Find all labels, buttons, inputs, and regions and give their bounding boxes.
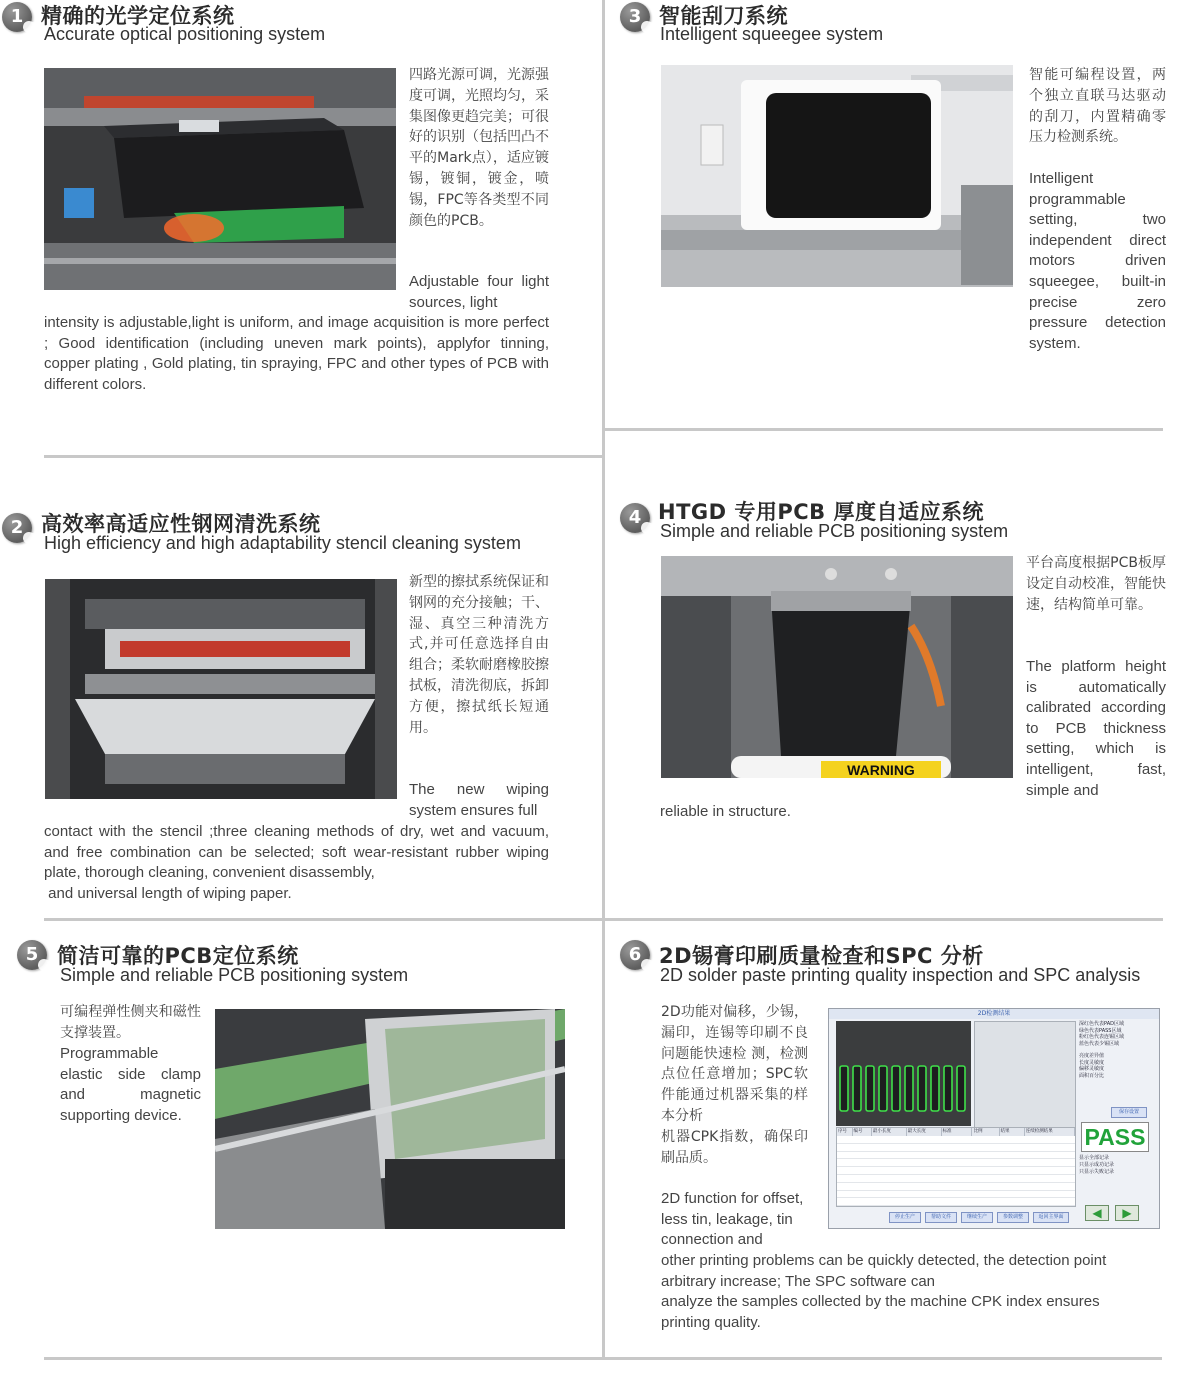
spc-chart-area <box>974 1021 1076 1128</box>
bottom-button-bar <box>889 1212 1069 1223</box>
section-title-cn: HTGD 专用PCB 厚度自适应系统 <box>658 500 984 524</box>
results-table-body <box>837 1136 1075 1207</box>
legend-panel <box>1079 1021 1157 1116</box>
section-title-en: Simple and reliable PCB positioning system <box>60 965 409 985</box>
section-text-cn: 平台高度根据PCB板厚设定自动校准，智能快速，结构简单可靠。 <box>1026 555 1166 613</box>
section-title-cn: 简洁可靠的PCB定位系统 <box>57 944 299 968</box>
pcb-platform-photo-drawing <box>661 556 1013 778</box>
section-text-en: intensity is adjustable,light is uniform, and image acquisition is more perfect ; Good identification (including uneven mark points), applyfor tinning, copper plating , Gold plating, tin spraying, FPC and other types of PCB with different colors. <box>44 314 549 393</box>
option-radio[interactable]: 显示全部记录 <box>1079 1155 1110 1161</box>
section-text-en-last: analyze the samples collected by the machine CPK index ensures printing quality. <box>661 1293 1100 1331</box>
table-header-cell: 编号 <box>853 1128 872 1136</box>
solder-pads-drawing <box>836 1021 971 1126</box>
display-options <box>1079 1155 1157 1176</box>
section-text-en-last: and universal length of wiping paper. <box>44 885 292 902</box>
legend-item: 绿色代表PASS区域 <box>1079 1027 1122 1034</box>
squeegee-photo-drawing <box>661 65 1013 287</box>
return-main-button[interactable]: 返回主界面 <box>1033 1212 1069 1223</box>
adjust-params-button[interactable]: 参数调整 <box>997 1212 1029 1223</box>
table-row <box>837 1159 1075 1167</box>
divider-bottom <box>44 1357 1162 1360</box>
inspection-image <box>836 1021 971 1126</box>
section-title-cn: 精确的光学定位系统 <box>41 4 235 28</box>
section-text-en: other printing problems can be quickly detected, the detection point arbitrary increase; The SPC software can <box>661 1252 1107 1290</box>
section-text-cn: 智能可编程设置，两个独立直联马达驱动的刮刀，内置精确零压力检测系统。 <box>1029 67 1166 146</box>
table-row <box>837 1175 1075 1183</box>
section-text-en-last: reliable in structure. <box>660 803 791 820</box>
table-header-cell: 序号 <box>837 1128 853 1136</box>
legend-item: 蓝色代表少锡区域 <box>1079 1040 1120 1047</box>
screen-header: 2D检测结果 <box>829 1009 1159 1019</box>
pcb-clamp-photo-drawing <box>215 1009 565 1229</box>
solder-pad <box>931 1066 939 1111</box>
table-row <box>837 1198 1075 1206</box>
center-divider <box>602 0 605 1360</box>
table-row <box>837 1167 1075 1175</box>
section-text-en: contact with the stencil ;three cleaning methods of dry, wet and vacuum, and free combination can be selected; soft wear-resistant rubber wiping plate, thorough cleaning, convenient disassembly, <box>44 823 549 882</box>
divider-section-2 <box>44 918 602 921</box>
table-row <box>837 1136 1075 1144</box>
section-number-badge: 1 <box>2 2 32 32</box>
section-title-cn: 2D锡膏印刷质量检查和SPC 分析 <box>659 944 984 968</box>
section-title-cn: 智能刮刀系统 <box>659 4 788 28</box>
solder-pad <box>853 1066 861 1111</box>
legend-item: 粉红色代表连锡区域 <box>1079 1034 1125 1040</box>
option-radio[interactable]: 只显示成功记录 <box>1079 1162 1115 1168</box>
table-header-cell: 最小长度 <box>872 1128 907 1136</box>
section-text-en: Intelligent programmable setting, two independent direct motors driven squeegee, built-in precise zero pressure detection system. <box>1029 170 1166 352</box>
results-table <box>836 1127 1076 1207</box>
divider-section-4 <box>605 918 1163 921</box>
section-text-cn: 2D功能对偏移，少锡，漏印，连锡等印刷不良问题能快速检 测，检测点位任意增加；SPC软件能通过机器采集的样本分析 <box>661 1004 808 1124</box>
stencil-cleaner-photo-drawing <box>45 579 397 799</box>
table-header-cell: 连续检测结果 <box>1025 1128 1075 1136</box>
section-text-en-side: 2D function for offset, less tin, leakage, tin connection and <box>661 1190 804 1249</box>
section-number-badge: 3 <box>620 2 650 32</box>
save-settings-button[interactable]: 保存设置 <box>1111 1107 1147 1118</box>
option-radio[interactable]: 只显示失败记录 <box>1079 1169 1115 1175</box>
section-number-badge: 6 <box>620 940 650 970</box>
solder-pad <box>840 1066 848 1111</box>
pcb-clamp-photo <box>215 1009 565 1229</box>
section-text-en-side: The new wiping system ensures full <box>409 781 549 819</box>
param-label: 面积百分比 <box>1079 1072 1105 1079</box>
table-header-cell: 标准 <box>942 1128 973 1136</box>
solder-pad <box>957 1066 965 1111</box>
squeegee-photo <box>661 65 1013 287</box>
section-number-badge: 5 <box>17 940 47 970</box>
stop-production-button[interactable]: 停止生产 <box>889 1212 921 1223</box>
section-title-en: 2D solder paste printing quality inspection and SPC analysis <box>660 965 1141 985</box>
section-text-en-side: The platform height is automatically calibrated according to PCB thickness setting, which is intelligent, fast, simple and <box>1026 658 1166 799</box>
warning-label: WARNING <box>847 762 915 778</box>
legend-item: 深红色代表PAD区域 <box>1079 1021 1124 1027</box>
table-row <box>837 1144 1075 1152</box>
section-text-cn: 新型的擦拭系统保证和钢网的充分接触；干、湿、真空三种清洗方式,并可任意选择自由组合；柔软耐磨橡胶擦拭板，清洗彻底，拆卸方便，擦拭纸长短通用。 <box>409 574 549 736</box>
section-number-badge: 4 <box>620 503 650 533</box>
solder-pad <box>905 1066 913 1111</box>
section-text-cn: 四路光源可调，光源强度可调，光照均匀，采集图像更趋完美；可很好的识别（包括凹凸不平的Mark点），适应镀锡，镀铜，镀金，喷锡，FPC等各类型不同颜色的PCB。 <box>409 67 549 229</box>
table-row <box>837 1191 1075 1199</box>
solder-pad <box>944 1066 952 1111</box>
section-title-en: Accurate optical positioning system <box>44 24 326 44</box>
optical-camera-photo-drawing <box>44 68 396 290</box>
section-number-badge: 2 <box>2 513 32 543</box>
section-title-cn: 高效率高适应性钢网清洗系统 <box>41 512 321 536</box>
section-title-en: Simple and reliable PCB positioning system <box>660 521 1009 541</box>
spc-software-screenshot <box>828 1008 1160 1229</box>
table-header-cell: 结果 <box>1000 1128 1025 1136</box>
divider-section-1 <box>44 455 602 458</box>
solder-pad <box>879 1066 887 1111</box>
table-header-cell: 比例 <box>972 1128 999 1136</box>
table-row <box>837 1152 1075 1160</box>
solder-pad <box>892 1066 900 1111</box>
table-header-cell: 最大长度 <box>907 1128 942 1136</box>
continue-production-button[interactable]: 继续生产 <box>961 1212 993 1223</box>
results-table-header <box>837 1128 1075 1136</box>
section-text-cn-2: 机器CPK指数，确保印刷品质。 <box>661 1129 808 1166</box>
pass-indicator: PASS <box>1081 1122 1149 1152</box>
param-label: 偏移灵敏度 <box>1079 1066 1105 1072</box>
param-label: 亮度差异值 <box>1079 1053 1105 1059</box>
solder-pad <box>918 1066 926 1111</box>
pcb-platform-photo <box>661 556 1013 778</box>
section-title-en: High efficiency and high adaptability stencil cleaning system <box>44 533 521 553</box>
stencil-cleaner-photo <box>45 579 397 799</box>
optical-camera-photo <box>44 68 396 290</box>
section-text-en: Programmable elastic side clamp and magnetic supporting device. <box>60 1045 201 1124</box>
table-row <box>837 1183 1075 1191</box>
solder-pad <box>866 1066 874 1111</box>
param-label: 长度灵敏度 <box>1079 1059 1105 1066</box>
table-row <box>837 1206 1075 1207</box>
previous-arrow-icon[interactable]: ◀ <box>1085 1205 1109 1221</box>
help-file-button[interactable]: 帮助文件 <box>925 1212 957 1223</box>
divider-section-3 <box>605 428 1163 431</box>
next-arrow-icon[interactable]: ▶ <box>1115 1205 1139 1221</box>
section-text-cn: 可编程弹性侧夹和磁性支撑装置。 <box>60 1004 201 1041</box>
section-text-en-side: Adjustable four light sources, light <box>409 273 549 311</box>
section-title-en: Intelligent squeegee system <box>660 24 884 44</box>
